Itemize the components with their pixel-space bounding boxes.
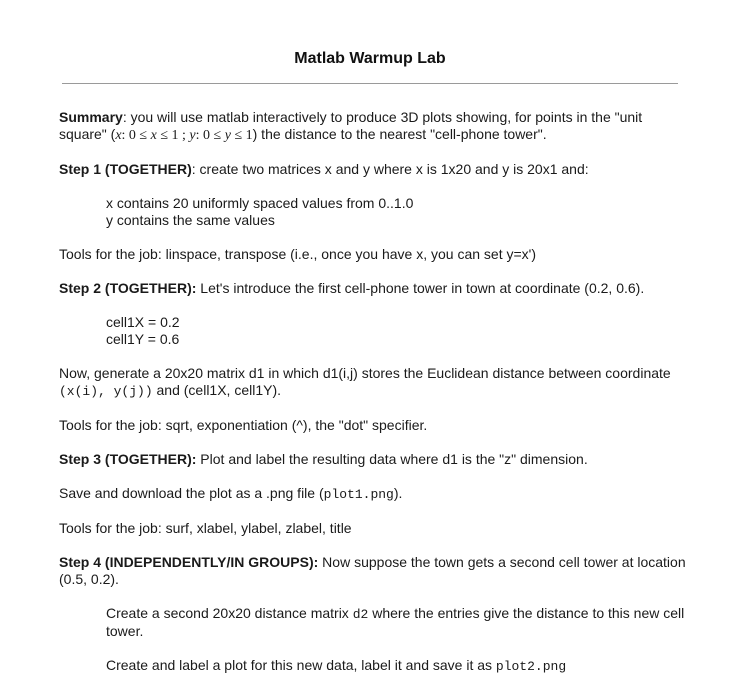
math-y: y — [189, 128, 196, 143]
math-x2: x — [150, 128, 157, 143]
step4-para1-a: Create a second 20x20 distance matrix — [106, 605, 353, 621]
step1-heading — [59, 161, 689, 178]
math-range-x-end: ≤ 1 ; — [156, 128, 190, 143]
step2-para-b: and (cell1X, cell1Y). — [152, 382, 282, 398]
step2-label: Step 2 (TOGETHER): — [59, 280, 197, 296]
summary-label: Summary — [59, 109, 123, 125]
step1-text: : create two matrices x and y where x is 1x20 and y is 20x1 and: — [191, 161, 589, 177]
step2-list — [59, 314, 689, 348]
step2-paragraph — [59, 365, 689, 400]
math-range-x: : 0 ≤ — [121, 128, 151, 143]
summary-text-a: : you will use matlab interactively to produce 3D plots showing, for points in the "unit square" ( — [59, 109, 643, 142]
step4-heading — [59, 554, 689, 588]
step4-para1-b: where the entries give the distance to this new cell tower. — [106, 605, 685, 639]
step2-heading — [59, 280, 689, 297]
math-y2: y — [224, 128, 231, 143]
step4-para2 — [106, 657, 689, 675]
step2-line1: cell1X = 0.2 — [106, 314, 180, 330]
step4-para1 — [106, 605, 689, 640]
math-x: x — [115, 128, 122, 143]
math-range-y-end: ≤ 1 — [230, 128, 253, 143]
step1-line2: y contains the same values — [106, 212, 275, 228]
step3-tools: Tools for the job: surf, xlabel, ylabel, zlabel, title — [59, 520, 352, 536]
step3-save-b: ). — [393, 485, 403, 501]
step4-body — [59, 605, 689, 675]
step3-text: Plot and label the resulting data where d1 is the "z" dimension. — [196, 451, 588, 467]
step2-tools: Tools for the job: sqrt, exponentiation (^), the "dot" specifier. — [59, 417, 428, 433]
step1-label: Step 1 (TOGETHER) — [59, 161, 192, 177]
step4-para2-file: plot2.png — [495, 659, 567, 674]
step1-line1: x contains 20 uniformly spaced values from 0..1.0 — [106, 195, 414, 211]
step3-save — [59, 485, 689, 503]
step4-text: Now suppose the town gets a second cell tower at location (0.5, 0.2). — [59, 554, 686, 587]
step2-text: Let's introduce the first cell-phone tower in town at coordinate (0.2, 0.6). — [196, 280, 645, 296]
summary-paragraph — [59, 109, 689, 144]
step2-code-coord: (x(i), y(j)) — [59, 384, 153, 399]
step3-save-file: plot1.png — [323, 487, 394, 502]
summary-text-b: ) the distance to the nearest "cell-phone tower". — [252, 126, 547, 142]
step2-para-a: Now, generate a 20x20 matrix d1 in which d1(i,j) stores the Euclidean distance between coordinate — [59, 365, 671, 381]
step4-label: Step 4 (INDEPENDENTLY/IN GROUPS): — [59, 554, 319, 570]
step2-line2: cell1Y = 0.6 — [106, 331, 180, 347]
step3-heading — [59, 451, 689, 468]
step1-tools: Tools for the job: linspace, transpose (i.e., once you have x, you can set y=x') — [59, 246, 536, 262]
step4-para1-code: d2 — [352, 607, 369, 622]
step1-list — [59, 195, 689, 229]
title-divider — [62, 83, 678, 84]
step3-save-a: Save and download the plot as a .png file ( — [59, 485, 324, 501]
lab-instructions — [59, 109, 689, 675]
step3-label: Step 3 (TOGETHER): — [59, 451, 197, 467]
math-range-y: : 0 ≤ — [195, 128, 225, 143]
step4-para2-a: Create and label a plot for this new data, label it and save it as — [106, 657, 496, 673]
page-title: Matlab Warmup Lab — [294, 50, 446, 67]
